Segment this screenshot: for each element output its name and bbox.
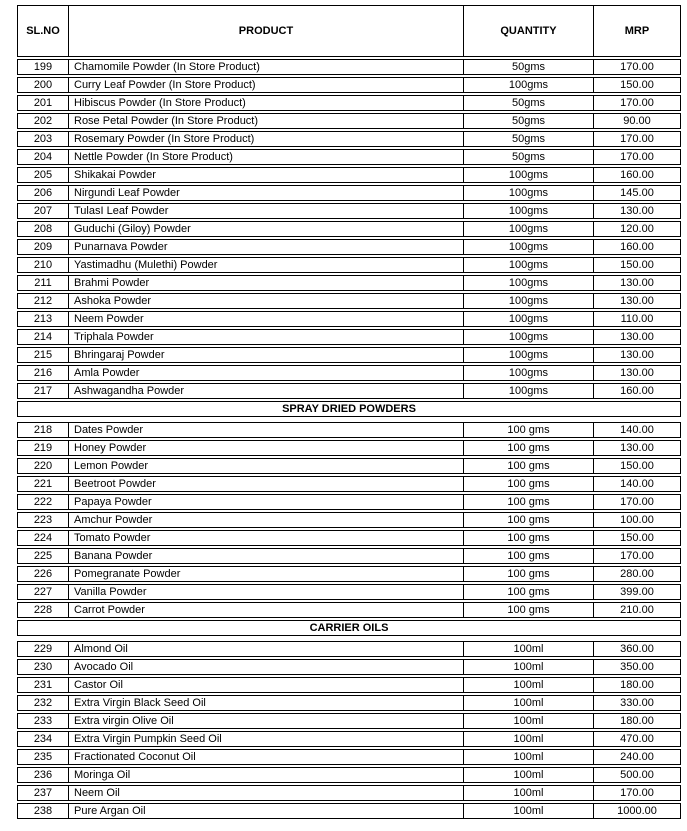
cell-slno: 200 — [17, 77, 68, 93]
table-row — [17, 731, 681, 747]
cell-product: Banana Powder — [68, 548, 463, 564]
cell-quantity: 100 gms — [463, 440, 593, 456]
table-row — [17, 677, 681, 693]
cell-mrp: 170.00 — [593, 785, 681, 801]
cell-product: Nettle Powder (In Store Product) — [68, 149, 463, 165]
cell-slno: 227 — [17, 584, 68, 600]
table-row — [17, 476, 681, 492]
cell-slno: 216 — [17, 365, 68, 381]
cell-slno: 238 — [17, 803, 68, 819]
cell-product: Extra Virgin Pumpkin Seed Oil — [68, 731, 463, 747]
cell-mrp: 130.00 — [593, 347, 681, 363]
cell-product: Neem Oil — [68, 785, 463, 801]
cell-product: Chamomile Powder (In Store Product) — [68, 59, 463, 75]
table-row — [17, 347, 681, 363]
cell-slno: 228 — [17, 602, 68, 618]
cell-slno: 208 — [17, 221, 68, 237]
cell-mrp: 170.00 — [593, 95, 681, 111]
cell-slno: 220 — [17, 458, 68, 474]
cell-quantity: 100gms — [463, 203, 593, 219]
cell-slno: 204 — [17, 149, 68, 165]
cell-slno: 224 — [17, 530, 68, 546]
cell-mrp: 130.00 — [593, 203, 681, 219]
cell-mrp: 140.00 — [593, 476, 681, 492]
cell-product: Nirgundi Leaf Powder — [68, 185, 463, 201]
cell-quantity: 50gms — [463, 59, 593, 75]
table-row — [17, 749, 681, 765]
cell-quantity: 100ml — [463, 749, 593, 765]
cell-mrp: 160.00 — [593, 167, 681, 183]
cell-quantity: 100gms — [463, 221, 593, 237]
cell-slno: 221 — [17, 476, 68, 492]
cell-mrp: 110.00 — [593, 311, 681, 327]
cell-quantity: 50gms — [463, 149, 593, 165]
table-row — [17, 311, 681, 327]
cell-product: Ashoka Powder — [68, 293, 463, 309]
cell-product: Brahmi Powder — [68, 275, 463, 291]
column-header-product: PRODUCT — [68, 5, 463, 57]
cell-quantity: 100ml — [463, 785, 593, 801]
cell-quantity: 100 gms — [463, 422, 593, 438]
cell-mrp: 130.00 — [593, 365, 681, 381]
cell-quantity: 50gms — [463, 95, 593, 111]
cell-quantity: 100ml — [463, 677, 593, 693]
cell-mrp: 500.00 — [593, 767, 681, 783]
cell-mrp: 130.00 — [593, 440, 681, 456]
section-header-label: SPRAY DRIED POWDERS — [17, 401, 681, 417]
cell-quantity: 100 gms — [463, 494, 593, 510]
cell-product: Ashwagandha Powder — [68, 383, 463, 399]
cell-quantity: 100gms — [463, 347, 593, 363]
cell-slno: 237 — [17, 785, 68, 801]
cell-mrp: 170.00 — [593, 494, 681, 510]
cell-quantity: 100gms — [463, 239, 593, 255]
table-row — [17, 131, 681, 147]
cell-slno: 207 — [17, 203, 68, 219]
cell-product: Vanilla Powder — [68, 584, 463, 600]
cell-product: Beetroot Powder — [68, 476, 463, 492]
table-row — [17, 803, 681, 819]
cell-product: Bhringaraj Powder — [68, 347, 463, 363]
cell-mrp: 170.00 — [593, 548, 681, 564]
cell-quantity: 100ml — [463, 641, 593, 657]
cell-slno: 205 — [17, 167, 68, 183]
cell-quantity: 50gms — [463, 113, 593, 129]
cell-slno: 219 — [17, 440, 68, 456]
cell-product: Dates Powder — [68, 422, 463, 438]
cell-slno: 230 — [17, 659, 68, 675]
cell-slno: 202 — [17, 113, 68, 129]
cell-slno: 210 — [17, 257, 68, 273]
table-row — [17, 767, 681, 783]
cell-product: Pure Argan Oil — [68, 803, 463, 819]
cell-quantity: 100gms — [463, 293, 593, 309]
table-row — [17, 602, 681, 618]
cell-slno: 223 — [17, 512, 68, 528]
cell-mrp: 170.00 — [593, 131, 681, 147]
section-row — [17, 401, 681, 417]
cell-mrp: 210.00 — [593, 602, 681, 618]
table-row — [17, 512, 681, 528]
table-row — [17, 239, 681, 255]
cell-slno: 214 — [17, 329, 68, 345]
cell-quantity: 100 gms — [463, 548, 593, 564]
table-row — [17, 383, 681, 399]
cell-quantity: 100gms — [463, 77, 593, 93]
cell-product: Extra Virgin Black Seed Oil — [68, 695, 463, 711]
cell-slno: 234 — [17, 731, 68, 747]
cell-slno: 215 — [17, 347, 68, 363]
cell-product: Avocado Oil — [68, 659, 463, 675]
cell-mrp: 145.00 — [593, 185, 681, 201]
cell-mrp: 130.00 — [593, 293, 681, 309]
cell-quantity: 100ml — [463, 731, 593, 747]
table-row — [17, 659, 681, 675]
cell-quantity: 100 gms — [463, 530, 593, 546]
cell-slno: 229 — [17, 641, 68, 657]
cell-mrp: 130.00 — [593, 329, 681, 345]
price-table-container — [17, 3, 681, 821]
cell-slno: 232 — [17, 695, 68, 711]
table-row — [17, 713, 681, 729]
section-spacer — [17, 638, 681, 639]
cell-slno: 211 — [17, 275, 68, 291]
cell-quantity: 100ml — [463, 695, 593, 711]
cell-quantity: 100 gms — [463, 584, 593, 600]
cell-mrp: 150.00 — [593, 257, 681, 273]
table-row — [17, 203, 681, 219]
table-row — [17, 494, 681, 510]
cell-slno: 225 — [17, 548, 68, 564]
cell-product: Guduchi (Giloy) Powder — [68, 221, 463, 237]
cell-quantity: 100ml — [463, 767, 593, 783]
cell-slno: 231 — [17, 677, 68, 693]
cell-mrp: 140.00 — [593, 422, 681, 438]
cell-product: Carrot Powder — [68, 602, 463, 618]
cell-product: Curry Leaf Powder (In Store Product) — [68, 77, 463, 93]
table-row — [17, 293, 681, 309]
cell-product: Tomato Powder — [68, 530, 463, 546]
cell-product: Yastimadhu (Mulethi) Powder — [68, 257, 463, 273]
table-row — [17, 695, 681, 711]
table-row — [17, 329, 681, 345]
table-row — [17, 365, 681, 381]
cell-mrp: 240.00 — [593, 749, 681, 765]
cell-mrp: 170.00 — [593, 149, 681, 165]
cell-product: Lemon Powder — [68, 458, 463, 474]
cell-product: Triphala Powder — [68, 329, 463, 345]
cell-product: Punarnava Powder — [68, 239, 463, 255]
cell-mrp: 160.00 — [593, 383, 681, 399]
cell-quantity: 100gms — [463, 257, 593, 273]
table-row — [17, 95, 681, 111]
cell-mrp: 360.00 — [593, 641, 681, 657]
cell-quantity: 100 gms — [463, 476, 593, 492]
cell-slno: 209 — [17, 239, 68, 255]
table-row — [17, 185, 681, 201]
cell-product: Papaya Powder — [68, 494, 463, 510]
cell-slno: 199 — [17, 59, 68, 75]
cell-mrp: 280.00 — [593, 566, 681, 582]
cell-mrp: 100.00 — [593, 512, 681, 528]
section-row — [17, 620, 681, 636]
column-header-quantity: QUANTITY — [463, 5, 593, 57]
cell-product: Fractionated Coconut Oil — [68, 749, 463, 765]
cell-mrp: 399.00 — [593, 584, 681, 600]
table-row — [17, 530, 681, 546]
section-spacer — [17, 419, 681, 420]
cell-product: Castor Oil — [68, 677, 463, 693]
cell-product: Rosemary Powder (In Store Product) — [68, 131, 463, 147]
table-row — [17, 458, 681, 474]
cell-mrp: 350.00 — [593, 659, 681, 675]
cell-quantity: 100ml — [463, 803, 593, 819]
table-header — [17, 5, 681, 57]
cell-mrp: 470.00 — [593, 731, 681, 747]
table-body — [17, 59, 681, 819]
cell-product: Neem Powder — [68, 311, 463, 327]
cell-product: Pomegranate Powder — [68, 566, 463, 582]
cell-product: Honey Powder — [68, 440, 463, 456]
section-header-label: CARRIER OILS — [17, 620, 681, 636]
cell-slno: 213 — [17, 311, 68, 327]
cell-slno: 201 — [17, 95, 68, 111]
cell-product: Extra virgin Olive Oil — [68, 713, 463, 729]
table-row — [17, 257, 681, 273]
table-row — [17, 785, 681, 801]
table-row — [17, 566, 681, 582]
cell-quantity: 100 gms — [463, 458, 593, 474]
cell-slno: 222 — [17, 494, 68, 510]
cell-product: Hibiscus Powder (In Store Product) — [68, 95, 463, 111]
cell-product: Shikakai Powder — [68, 167, 463, 183]
cell-quantity: 100gms — [463, 185, 593, 201]
cell-mrp: 180.00 — [593, 677, 681, 693]
cell-mrp: 170.00 — [593, 59, 681, 75]
cell-slno: 217 — [17, 383, 68, 399]
cell-quantity: 50gms — [463, 131, 593, 147]
table-row — [17, 149, 681, 165]
table-row — [17, 548, 681, 564]
cell-mrp: 150.00 — [593, 458, 681, 474]
cell-product: Almond Oil — [68, 641, 463, 657]
cell-quantity: 100gms — [463, 383, 593, 399]
cell-mrp: 90.00 — [593, 113, 681, 129]
table-row — [17, 584, 681, 600]
cell-slno: 218 — [17, 422, 68, 438]
table-row — [17, 440, 681, 456]
cell-product: Rose Petal Powder (In Store Product) — [68, 113, 463, 129]
cell-mrp: 160.00 — [593, 239, 681, 255]
cell-product: Moringa Oil — [68, 767, 463, 783]
cell-slno: 233 — [17, 713, 68, 729]
cell-quantity: 100 gms — [463, 566, 593, 582]
cell-quantity: 100gms — [463, 311, 593, 327]
price-table — [17, 3, 681, 821]
cell-slno: 212 — [17, 293, 68, 309]
table-row — [17, 641, 681, 657]
table-row — [17, 77, 681, 93]
cell-slno: 235 — [17, 749, 68, 765]
cell-slno: 206 — [17, 185, 68, 201]
cell-mrp: 150.00 — [593, 530, 681, 546]
cell-quantity: 100gms — [463, 275, 593, 291]
cell-quantity: 100 gms — [463, 512, 593, 528]
cell-slno: 226 — [17, 566, 68, 582]
cell-slno: 236 — [17, 767, 68, 783]
cell-quantity: 100gms — [463, 167, 593, 183]
table-row — [17, 221, 681, 237]
table-row — [17, 275, 681, 291]
cell-quantity: 100gms — [463, 365, 593, 381]
cell-mrp: 130.00 — [593, 275, 681, 291]
cell-mrp: 120.00 — [593, 221, 681, 237]
cell-product: Amchur Powder — [68, 512, 463, 528]
cell-mrp: 180.00 — [593, 713, 681, 729]
cell-slno: 203 — [17, 131, 68, 147]
table-row — [17, 59, 681, 75]
cell-mrp: 150.00 — [593, 77, 681, 93]
cell-quantity: 100gms — [463, 329, 593, 345]
cell-mrp: 1000.00 — [593, 803, 681, 819]
cell-product: TulasI Leaf Powder — [68, 203, 463, 219]
table-row — [17, 422, 681, 438]
table-row — [17, 113, 681, 129]
cell-mrp: 330.00 — [593, 695, 681, 711]
column-header-mrp: MRP — [593, 5, 681, 57]
column-header-slno: SL.NO — [17, 5, 68, 57]
cell-quantity: 100 gms — [463, 602, 593, 618]
table-header-row — [17, 5, 681, 57]
cell-product: Amla Powder — [68, 365, 463, 381]
cell-quantity: 100ml — [463, 659, 593, 675]
table-row — [17, 167, 681, 183]
cell-quantity: 100ml — [463, 713, 593, 729]
